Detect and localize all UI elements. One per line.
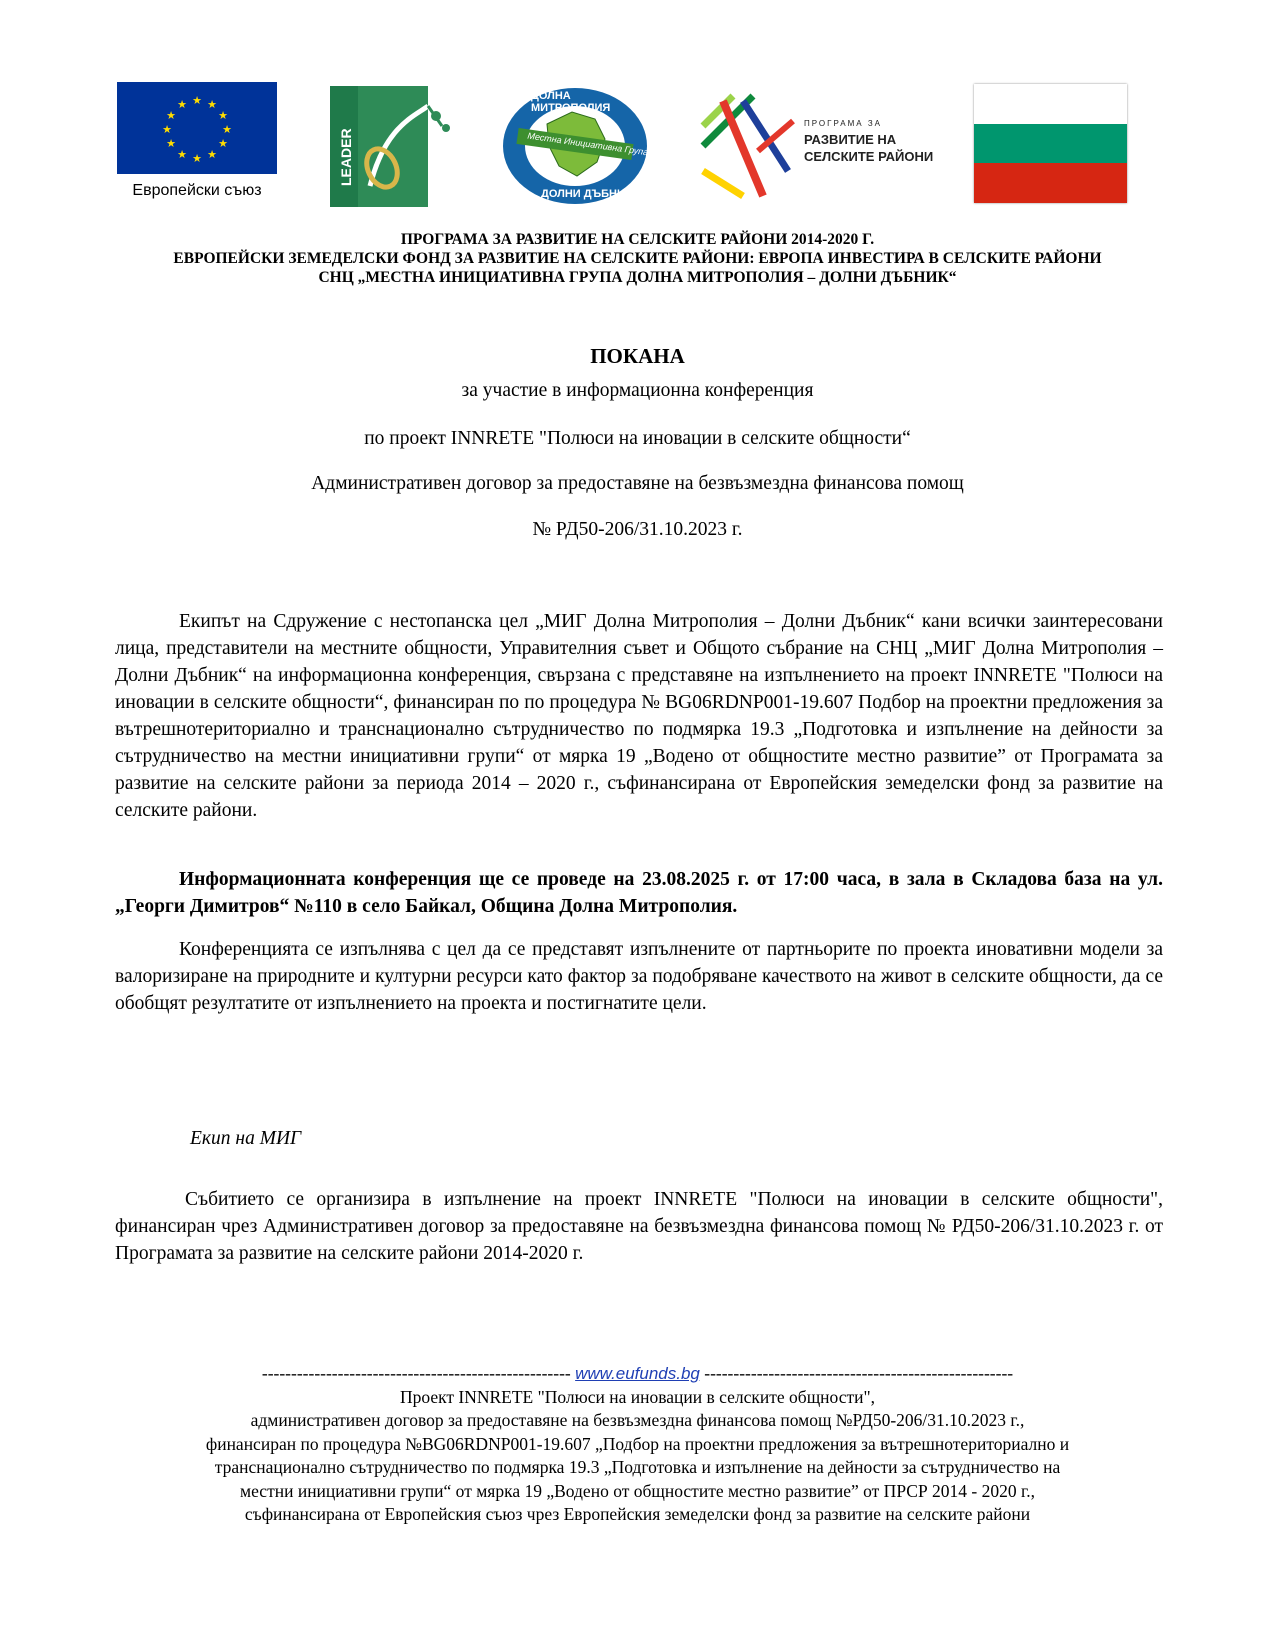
contract-number: № РД50-206/31.10.2023 г. [532,519,743,540]
leader-logo [330,86,457,207]
svg-text:★: ★ [166,110,176,122]
svg-text:★: ★ [207,99,217,111]
page-title: ПОКАНА [590,344,685,368]
svg-text:★: ★ [192,153,202,165]
svg-text:★: ★ [177,149,187,161]
footer-line-1: Проект INNRETE "Полюси на иновации в селските общности", [399,1386,876,1407]
footer-line-2: административен договор за предоставяне на безвъзмездна финансова помощ №РД50-206/31.10.2023 г., [250,1410,1025,1430]
svg-text:★: ★ [207,149,217,161]
svg-text:★: ★ [218,110,228,122]
document-header [0,230,1275,287]
mig-logo [497,84,653,207]
footer-dashes-right: ----------------------------------------------------- [704,1363,1014,1383]
svg-text:★: ★ [222,124,232,136]
subtitle-line-1: за участие в информационна конференция [461,380,814,401]
paragraph-organization: Събитието се организира в изпълнение на проект INNRETE "Полюси на иновации в селските общности", финансиран чрез Административен договор за предоставяне на безвъзмездна финансова помощ № РД50-206/31.10.2023 г. от Програмата за развитие на селските райони 2014-2020 г. [115,1189,1163,1264]
subtitle-line-2: по проект INNRETE "Полюси на иновации в селските общности“ [364,428,911,449]
prsr-logo [698,91,938,201]
svg-text:★: ★ [218,138,228,150]
svg-text:★: ★ [166,138,176,150]
svg-text:★: ★ [162,124,172,136]
bulgarian-flag-icon [974,84,1127,203]
mig-ring-bottom: ДОЛНИ ДЪБНИК [541,188,632,200]
prsr-line2: СЕЛСКИТЕ РАЙОНИ [804,149,934,164]
svg-text:★: ★ [192,95,202,107]
eu-caption: Европейски съюз [132,182,262,199]
header-line-1: ПРОГРАМА ЗА РАЗВИТИЕ НА СЕЛСКИТЕ РАЙОНИ 2014-2020 Г. [400,231,875,248]
leader-text [338,168,354,186]
svg-text:★: ★ [177,99,187,111]
header-line-3: СНЦ „МЕСТНА ИНИЦИАТИВНА ГРУПА ДОЛНА МИТРОПОЛИЯ – ДОЛНИ ДЪБНИК“ [318,269,957,286]
paragraph-invitation: Екипът на Сдружение с нестопанска цел „МИГ Долна Митрополия – Долни Дъбник“ кани всички заинтересовани лица, представители на местните общности, Управителния съвет и Общото събрание на СНЦ „МИГ Долна Митрополия – Долни Дъбник“ на информационна конференция, свързана с представяне на изпълнението на проект INNRETE "Полюси на иновации в селските общности“, финансиран по по процедура № BG06RDNP001-19.607 Подбор на проектни предложения за вътрешнотериториално и транснационално сътрудничество по подмярка 19.3 „Подготовка и изпълнение на дейности за сътрудничество на местни инициативни групи“ от мярка 19 „Водено от общностите местно развитие” от Програмата за развитие на селските райони за периода 2014 – 2020 г., съфинансирана от Европейския земеделски фонд за развитие на селските райони. [115,611,1163,821]
prsr-small: ПРОГРАМА ЗА [804,119,882,128]
footer-line-3: финансиран по процедура №BG06RDNP001-19.607 „Подбор на проектни предложения за вътрешнотериториално и [205,1433,1070,1454]
footer-dashes-left: ----------------------------------------------------- [261,1363,571,1383]
eu-flag-icon [117,82,277,174]
footer-divider [0,1362,1275,1386]
prsr-line1: РАЗВИТИЕ НА [804,132,897,147]
paragraph-event-details: Информационната конференция ще се проведе на 23.08.2025 г. от 17:00 часа, в зала в Складова база на ул. „Георги Димитров“ №110 в село Байкал, Община Долна Митрополия. [115,869,1163,917]
eu-logo [117,82,277,205]
mig-ring-top: ДОЛНА МИТРОПОЛИЯ [531,90,611,114]
footer-line-5: местни инициативни групи“ от мярка 19 „Водено от общностите местно развитие” от ПРСР 2014 - 2020 г., [240,1480,1035,1501]
signature: Екип на МИГ [190,1128,302,1149]
mig-band: Местна Инициативна Група [526,130,649,158]
header-line-2: ЕВРОПЕЙСКИ ЗЕМЕДЕЛСКИ ФОНД ЗА РАЗВИТИЕ НА СЕЛСКИТЕ РАЙОНИ: ЕВРОПА ИНВЕСТИРА В СЕЛСКИТЕ РАЙОНИ [173,250,1102,267]
paragraph-purpose: Конференцията се изпълнява с цел да се представят изпълнените от партньорите по проекта иновативни модели за валоризиране на природните и културни ресурси като фактор за подобряване качеството на живот в селските общности, да се обобщят резултатите от изпълнението на проекта и постигнатите цели. [115,939,1163,1014]
footer-line-4: транснационално сътрудничество по подмярка 19.3 „Подготовка и изпълнение на дейности за сътрудничество на [214,1457,1061,1477]
subtitle-line-3: Административен договор за предоставяне на безвъзмездна финансова помощ [311,473,964,494]
document-footer [0,1362,1275,1527]
logo-bar [0,82,1275,207]
eufunds-link[interactable]: www.eufunds.bg [575,1364,700,1383]
footer-line-6: съфинансирана от Европейския съюз чрез Европейския земеделски фонд за развитие на селските райони [244,1504,1031,1524]
